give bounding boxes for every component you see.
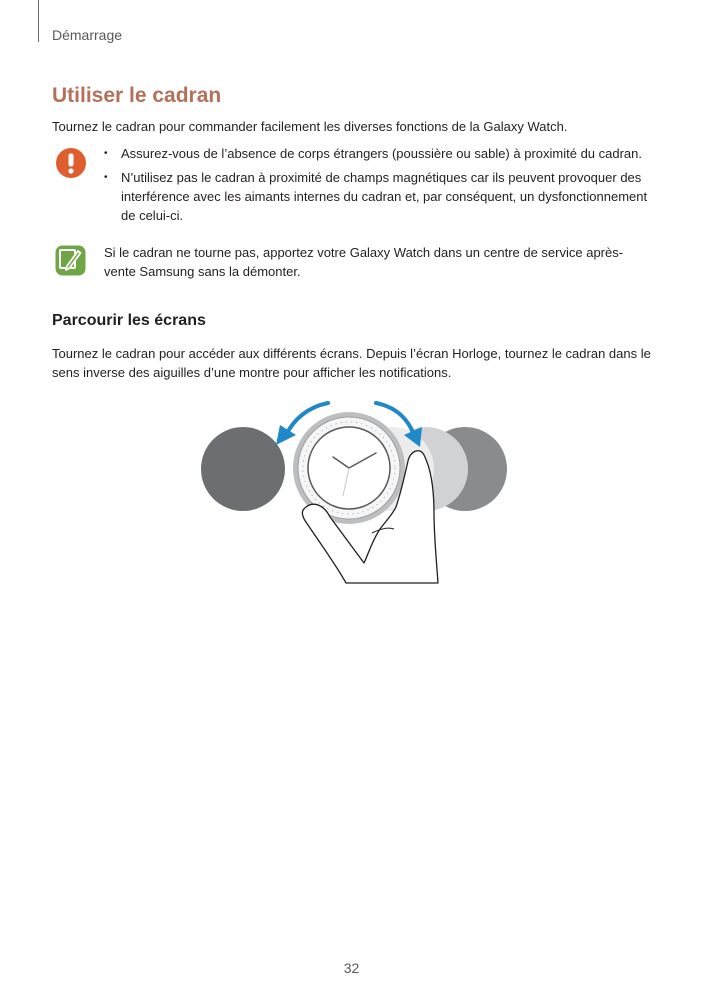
caution-list [104, 144, 654, 230]
bullet-dot: • [104, 148, 108, 159]
subsection-title: Parcourir les écrans [52, 312, 206, 329]
rotate-left-arrowhead [276, 425, 296, 445]
note-text: Si le cadran ne tourne pas, apportez votre Galaxy Watch dans un centre de service après-vente Samsung sans la démonter. [104, 245, 624, 279]
chapter-title: Démarrage [52, 27, 123, 43]
page-number: 32 [343, 960, 360, 976]
caution-item [104, 168, 654, 225]
caution-item [104, 144, 654, 163]
bullet-dot: • [104, 172, 108, 183]
section-intro: Tournez le cadran pour commander facilement les diverses fonctions de la Galaxy Watch. [52, 119, 568, 134]
header-rule [38, 0, 39, 42]
watch-bezel-rotation-illustration [196, 395, 508, 585]
previous-screen-circle [201, 427, 285, 511]
section-title: Utiliser le cadran [52, 84, 222, 107]
caution-item-text: Assurez-vous de l’absence de corps étrangers (poussière ou sable) à proximité du cadran. [121, 146, 642, 161]
subsection-text: Tournez le cadran pour accéder aux différents écrans. Depuis l’écran Horloge, tournez le cadran dans le sens inverse des aiguilles d’une montre pour afficher les notifications. [52, 346, 651, 380]
note-icon [55, 245, 86, 276]
caution-item-text: N’utilisez pas le cadran à proximité de champs magnétiques car ils peuvent provoquer des interférence avec les aimants internes du cadran et, par conséquent, un dysfonctionnement de celui-ci. [121, 170, 648, 223]
caution-icon [55, 147, 87, 179]
